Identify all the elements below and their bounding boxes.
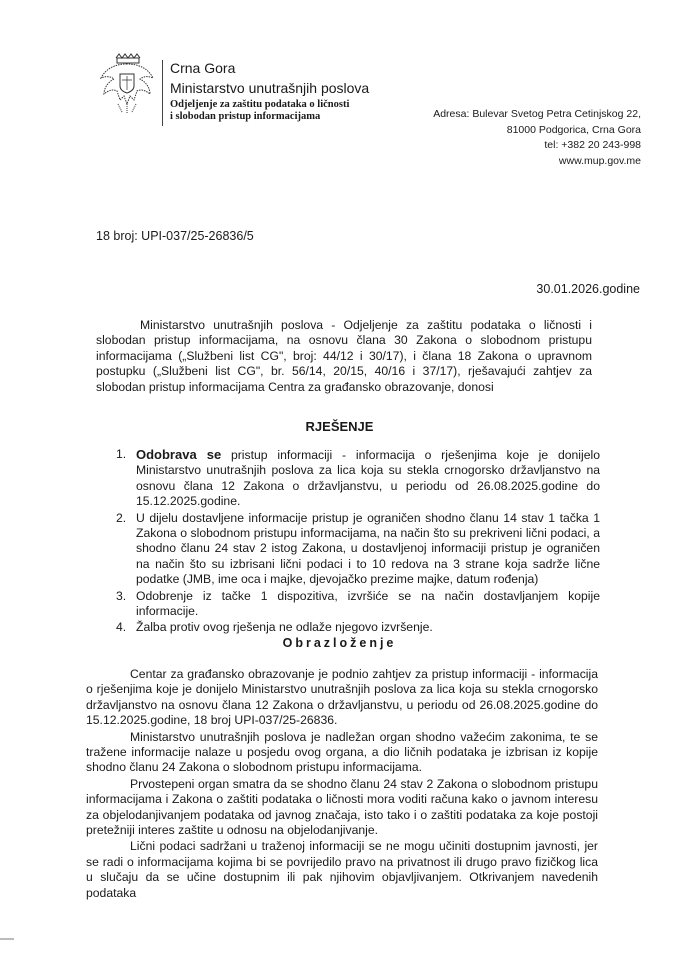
decision-title: RJEŠENJE	[305, 419, 374, 434]
decision-item-number: 4.	[116, 620, 127, 635]
decision-item-text: Žalba protiv ovog rješenja ne odlaže njegovo izvršenje.	[136, 620, 433, 635]
reasoning-section	[86, 667, 598, 902]
decision-item-text: pristup informaciji - informacija o rješenjima koje je donijelo Ministarstvo unutrašnjih poslova za lica koja su stekla crnogorsko državljanstvo na osnovu člana 12 Zakona o državljanstvu, u periodu od 26.08.2025.godine do 15.12.2025.godine.	[136, 448, 600, 509]
document-date: 30.01.2026.godine	[536, 282, 640, 296]
decision-item-1	[116, 447, 600, 510]
country-name: Crna Gora	[170, 60, 236, 76]
address-block	[433, 107, 641, 169]
address-website: www.mup.gov.me	[558, 154, 641, 167]
decision-item-lead: Odobrava se	[136, 447, 222, 462]
address-phone: tel: +382 20 243-998	[544, 139, 641, 152]
ministry-name: Ministarstvo unutrašnjih poslova	[170, 80, 370, 96]
intro-paragraph	[96, 318, 592, 395]
reasoning-paragraph-1: Centar za građansko obrazovanje je podnio zahtjev za pristup informaciji - informacija o rješenjima koje je donijelo Ministarstvo unutrašnjih poslova za lica koja su stekla crnogorsko državljanstvo na osnovu člana 12 Zakona o državljanstvu, u periodu od 26.08.2025.godine do 15.12.2025.godine, 18 broj UPI-037/25-26836.	[86, 667, 598, 728]
decision-list	[116, 447, 600, 637]
reasoning-paragraph-4: Lični podaci sadržani u traženoj informaciji se ne mogu učiniti dostupnim javnosti, jer se radi o informacijama kojima bi se povrijedilo pravo na privatnost ili drugo pravo fizičkog lica u slučaju da se učine dostupnim ili pak njihovim objavljivanjem. Otkrivanjem navedenih podataka	[86, 839, 598, 900]
header-divider	[162, 60, 163, 126]
department-name	[170, 99, 349, 123]
scan-edge-mark	[0, 938, 14, 940]
reasoning-title: Obrazloženje	[282, 636, 397, 650]
reasoning-paragraph-2: Ministarstvo unutrašnjih poslova je nadležan organ shodno važećim zakonima, te se tražene informacije nalaze u posjedu ovog organa, a dio ličnih podataka je izbrisan iz kopije shodno članu 24 Zakona o slobodnom pristupu informacijama.	[86, 729, 598, 775]
reference-number: 18 broj: UPI-037/25-26836/5	[96, 229, 254, 243]
decision-item-3	[116, 589, 600, 620]
decision-item-number: 3.	[116, 588, 127, 603]
decision-item-text: U dijelu dostavljene informacije pristup je ograničen shodno članu 14 stav 1 tačka 1 Zakona o slobodnom pristupu informacijama, na način što su prekriveni lični podaci, a shodno članu 24 stav 2 istog Zakona, u dostavljenoj informaciji pristup je ograničen na način što su izbrisani lični podaci i to 10 redova na 3 strane koja sadrže lične podatke (JMB, ime oca i majke, djevojačko prezime majke, datum rođenja)	[136, 510, 600, 587]
reasoning-paragraph-3: Prvostepeni organ smatra da se shodno članu 24 stav 2 Zakona o slobodnom pristupu informacijama i Zakona o zaštiti podataka o ličnosti mora voditi računa kako o javnom interesu za objelodanjivanjem podataka od javnog značaja, isto tako i o zaštiti podataka za koje postoji pretežniji interes zaštite u odnosu na objelodanjivanje.	[86, 776, 598, 838]
decision-item-4	[116, 620, 600, 635]
decision-item-number: 1.	[116, 447, 127, 461]
decision-item-text: Odobrenje iz tačke 1 dispozitiva, izvršiće se na način dostavljanjem kopije informacije.	[136, 588, 600, 619]
department-line-1: Odjeljenje za zaštitu podataka o ličnosti	[170, 99, 350, 110]
intro-text: Ministarstvo unutrašnjih poslova - Odjeljenje za zaštitu podataka o ličnosti i slobodan pristup informacijama, na osnovu člana 30 Zakona o slobodnom pristupu informacijama („Službeni list CG", broj: 44/12 i 30/17), i člana 18 Zakona o upravnom postupku („Službeni list CG", br. 56/14, 20/15, 40/16 i 37/17), rješavajući zahtjev za slobodan pristup informacijama Centra za građansko obrazovanje, donosi	[96, 318, 592, 394]
address-city: 81000 Podgorica, Crna Gora	[506, 123, 641, 136]
montenegro-coat-of-arms-icon	[98, 52, 156, 116]
address-street: Adresa: Bulevar Svetog Petra Cetinjskog 22,	[433, 108, 641, 120]
decision-item-number: 2.	[116, 510, 127, 525]
department-line-2: i slobodan pristup informacijama	[170, 111, 321, 122]
decision-item-2	[116, 511, 600, 588]
